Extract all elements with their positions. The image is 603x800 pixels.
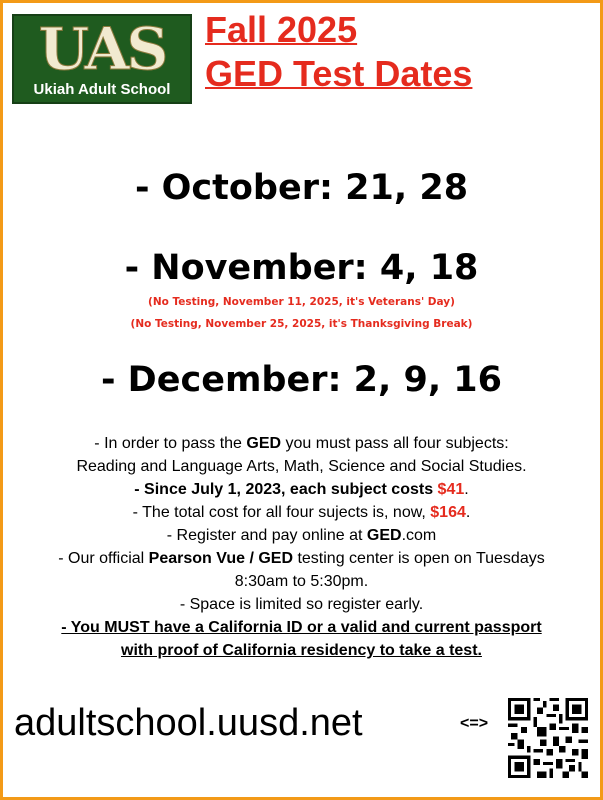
website-link[interactable]: adultschool.uusd.net: [14, 702, 363, 744]
info-line-9: - You MUST have a California ID or a valid and current passport: [61, 619, 542, 636]
info-line-2: Reading and Language Arts, Math, Science and Social Studies.: [76, 458, 527, 475]
title-line-2: GED Test Dates: [205, 53, 473, 94]
title-line-1: Fall 2025: [205, 9, 358, 50]
info-line-6: - Our official Pearson Vue / GED testing center is open on Tuesdays: [58, 550, 545, 567]
note-thanksgiving: (No Testing, November 25, 2025, it's Thanksgiving Break): [130, 318, 473, 330]
note-veterans-day: (No Testing, November 11, 2025, it's Veterans' Day): [148, 296, 455, 308]
october-dates: - October: 21, 28: [134, 168, 469, 208]
info-line-10: with proof of California residency to take a test.: [121, 642, 482, 659]
logo-letters: UAS: [38, 15, 166, 83]
info-line-3: - Since July 1, 2023, each subject costs $41.: [134, 481, 469, 498]
logo-school-name: Ukiah Adult School: [33, 81, 171, 98]
info-line-5: - Register and pay online at GED.com: [166, 527, 437, 544]
december-dates: - December: 2, 9, 16: [100, 360, 503, 400]
info-line-7: 8:30am to 5:30pm.: [234, 573, 369, 590]
info-line-1: - In order to pass the GED you must pass all four subjects:: [94, 435, 509, 452]
arrow-text: <=>: [460, 715, 489, 732]
info-line-4: - The total cost for all four sujects is, now, $164.: [132, 504, 471, 521]
page-title: [205, 8, 472, 96]
qr-code-icon[interactable]: [508, 698, 588, 778]
november-dates: - November: 4, 18: [124, 248, 479, 288]
info-line-8: - Space is limited so register early.: [179, 596, 424, 613]
school-logo: [12, 14, 192, 104]
info-block: [0, 432, 603, 662]
